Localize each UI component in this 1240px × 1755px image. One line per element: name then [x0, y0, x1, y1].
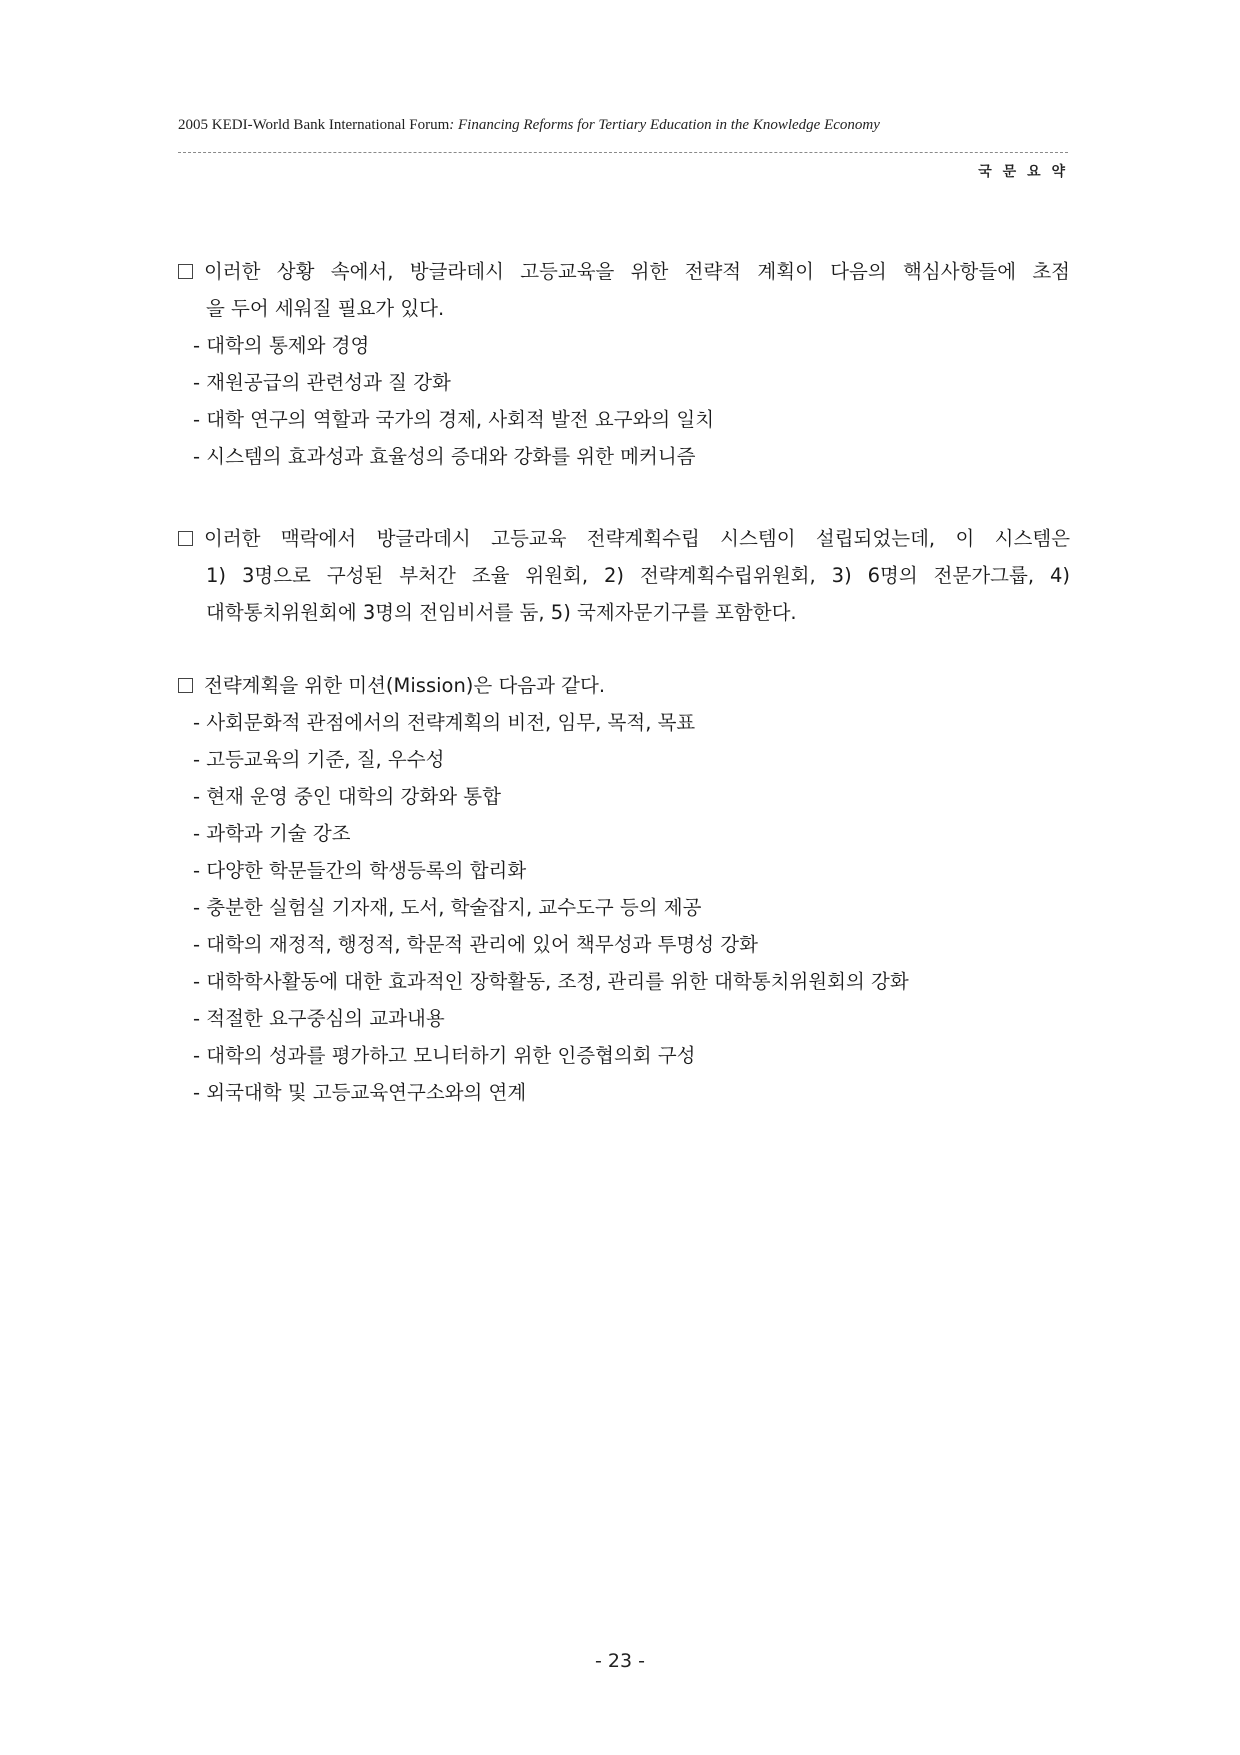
lead-text: 전략계획을 위한 미션(Mission)은 다음과 같다.	[204, 674, 606, 697]
list-item: - 충분한 실험실 기자재, 도서, 학술잡지, 교수도구 등의 제공	[193, 896, 702, 919]
list-item: - 사회문화적 관점에서의 전략계획의 비전, 임무, 목적, 목표	[193, 711, 696, 734]
forum-subtitle: : Financing Reforms for Tertiary Education in the Knowledge Economy	[449, 117, 880, 133]
list-item: - 대학의 성과를 평가하고 모니터하기 위한 인증협의회 구성	[193, 1044, 696, 1067]
list-item: - 다양한 학문들간의 학생등록의 합리화	[193, 859, 527, 882]
lead-line: 대학통치위원회에 3명의 전임비서를 둠, 5) 국제자문기구를 포함한다.	[206, 601, 797, 624]
lead-line: 을 두어 세워질 필요가 있다.	[206, 297, 445, 320]
paragraph-3	[178, 667, 1070, 1111]
list-item: - 시스템의 효과성과 효율성의 증대와 강화를 위한 메커니즘	[193, 445, 696, 468]
running-header	[178, 117, 880, 134]
paragraph-1	[178, 253, 1070, 475]
checkbox-bullet-icon	[178, 678, 193, 693]
lead-text: 이러한 맥락에서 방글라데시 고등교육 전략계획수립 시스템이 설립되었는데, 이 시스템은	[204, 527, 1070, 550]
forum-title: 2005 KEDI-World Bank International Forum	[178, 117, 450, 133]
list-item: - 대학의 통제와 경영	[193, 334, 370, 357]
lead-line	[178, 253, 1070, 290]
paragraph-2	[178, 520, 1070, 631]
list-item: - 재원공급의 관련성과 질 강화	[193, 371, 451, 394]
list-item: - 대학의 재정적, 행정적, 학문적 관리에 있어 책무성과 투명성 강화	[193, 933, 758, 956]
list-item: - 외국대학 및 고등교육연구소와의 연계	[193, 1081, 527, 1104]
section-tag: 국 문 요 약	[978, 164, 1068, 180]
list-item: - 대학학사활동에 대한 효과적인 장학활동, 조정, 관리를 위한 대학통치위원회의 강화	[193, 970, 909, 993]
lead-text: 이러한 상황 속에서, 방글라데시 고등교육을 위한 전략적 계획이 다음의 핵심사항들에 초점	[204, 260, 1070, 283]
page-number: - 23 -	[595, 1650, 645, 1672]
lead-line: 1) 3명으로 구성된 부처간 조율 위원회, 2) 전략계획수립위원회, 3) 6명의 전문가그룹, 4)	[206, 564, 1070, 587]
checkbox-bullet-icon	[178, 531, 193, 546]
list-item: - 현재 운영 중인 대학의 강화와 통합	[193, 785, 501, 808]
list-item: - 대학 연구의 역할과 국가의 경제, 사회적 발전 요구와의 일치	[193, 408, 715, 431]
checkbox-bullet-icon	[178, 264, 193, 279]
list-item: - 적절한 요구중심의 교과내용	[193, 1007, 445, 1030]
lead-line	[178, 667, 1070, 704]
header-divider	[178, 152, 1068, 153]
list-item: - 고등교육의 기준, 질, 우수성	[193, 748, 445, 771]
lead-line	[178, 520, 1070, 557]
list-item: - 과학과 기술 강조	[193, 822, 351, 845]
